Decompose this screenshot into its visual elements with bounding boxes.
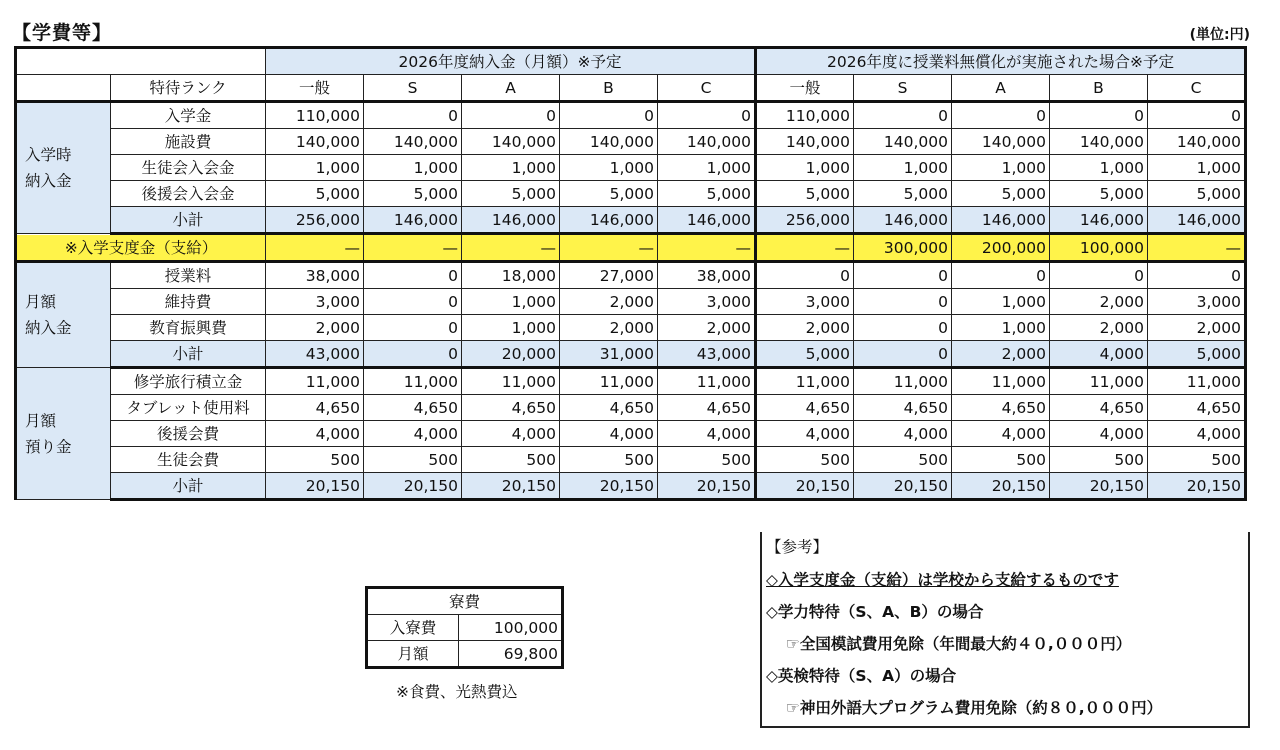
rank-header-row [16,75,1246,102]
subtotal-label: 小計 [111,473,266,500]
subtotal-value: 0 [854,341,952,368]
reference-line-eiken: ◇英検特待（S、A）の場合 [766,667,957,685]
row-label: 後援会費 [111,421,266,447]
value-cell: 5,000 [1050,181,1148,207]
value-cell: 140,000 [658,129,756,155]
value-cell: 2,000 [1050,315,1148,341]
value-cell: 0 [854,262,952,289]
value-cell: 4,000 [1148,421,1246,447]
rank-header: 一般 [756,75,854,102]
value-cell: 0 [560,102,658,129]
value-cell: 140,000 [756,129,854,155]
value-cell: 0 [1050,102,1148,129]
value-cell: 11,000 [756,368,854,395]
value-cell: 500 [658,447,756,473]
subtotal-row [16,473,1246,500]
row-label: 維持費 [111,289,266,315]
support-value: — [1148,234,1246,262]
subtotal-value: 20,150 [1050,473,1148,500]
table-row [16,155,1246,181]
subtotal-value: 20,150 [364,473,462,500]
value-cell: 0 [658,102,756,129]
table-row [16,368,1246,395]
value-cell: 1,000 [952,155,1050,181]
table-row [16,181,1246,207]
value-cell: 4,650 [658,395,756,421]
value-cell: 4,650 [266,395,364,421]
value-cell: 500 [266,447,364,473]
table-row [16,129,1246,155]
value-cell: 500 [952,447,1050,473]
support-value: 300,000 [854,234,952,262]
dorm-row-label: 月額 [367,641,459,668]
value-cell: 1,000 [658,155,756,181]
support-value: 200,000 [952,234,1050,262]
value-cell: 500 [560,447,658,473]
header-current: 2026年度納入金（月額）※予定 [266,48,756,75]
value-cell: 1,000 [756,155,854,181]
value-cell: 1,000 [1050,155,1148,181]
table-row [16,102,1246,129]
dorm-row-value: 100,000 [459,615,563,641]
reference-box [760,532,1250,728]
row-label: 施設費 [111,129,266,155]
value-cell: 1,000 [462,315,560,341]
row-label: 生徒会入会金 [111,155,266,181]
dorm-fee-table [365,586,564,669]
support-label: ※入学支度金（支給） [16,234,266,262]
value-cell: 4,650 [560,395,658,421]
value-cell: 4,650 [462,395,560,421]
value-cell: 1,000 [952,315,1050,341]
value-cell: 140,000 [1050,129,1148,155]
dorm-title: 寮費 [367,588,563,615]
value-cell: 38,000 [266,262,364,289]
value-cell: 0 [462,102,560,129]
support-value: — [560,234,658,262]
value-cell: 5,000 [560,181,658,207]
value-cell: 1,000 [364,155,462,181]
value-cell: 1,000 [854,155,952,181]
value-cell: 0 [952,262,1050,289]
value-cell: 2,000 [756,315,854,341]
value-cell: 500 [462,447,560,473]
value-cell: 5,000 [952,181,1050,207]
value-cell: 1,000 [1148,155,1246,181]
rank-header: C [658,75,756,102]
reference-line-academic: ◇学力特待（S、A、B）の場合 [766,603,984,621]
subtotal-value: 20,150 [462,473,560,500]
value-cell: 27,000 [560,262,658,289]
row-label: 教育振興費 [111,315,266,341]
value-cell: 3,000 [266,289,364,315]
subtotal-value: 146,000 [364,207,462,234]
header-free-tuition: 2026年度に授業料無償化が実施された場合※予定 [756,48,1246,75]
subtotal-value: 5,000 [756,341,854,368]
subtotal-value: 20,150 [658,473,756,500]
value-cell: 4,650 [364,395,462,421]
subtotal-value: 4,000 [1050,341,1148,368]
row-label: 授業料 [111,262,266,289]
value-cell: 140,000 [1148,129,1246,155]
value-cell: 5,000 [462,181,560,207]
value-cell: 5,000 [756,181,854,207]
value-cell: 3,000 [658,289,756,315]
value-cell: 4,650 [854,395,952,421]
subtotal-value: 43,000 [658,341,756,368]
support-value: — [364,234,462,262]
value-cell: 500 [364,447,462,473]
row-label: 生徒会費 [111,447,266,473]
page-title: 【学費等】 [12,22,113,44]
row-label: 入学金 [111,102,266,129]
value-cell: 2,000 [1148,315,1246,341]
subtotal-value: 0 [364,341,462,368]
value-cell: 5,000 [364,181,462,207]
subtotal-value: 146,000 [462,207,560,234]
value-cell: 140,000 [266,129,364,155]
subtotal-value: 20,150 [266,473,364,500]
value-cell: 5,000 [854,181,952,207]
subtotal-value: 146,000 [560,207,658,234]
subtotal-value: 146,000 [658,207,756,234]
value-cell: 11,000 [1050,368,1148,395]
subtotal-value: 5,000 [1148,341,1246,368]
value-cell: 4,000 [658,421,756,447]
value-cell: 500 [756,447,854,473]
value-cell: 4,650 [952,395,1050,421]
row-label: 後援会入会金 [111,181,266,207]
value-cell: 11,000 [658,368,756,395]
rank-header: S [364,75,462,102]
rank-header: B [1050,75,1148,102]
value-cell: 2,000 [658,315,756,341]
support-value: — [658,234,756,262]
unit-label: (単位:円) [1189,27,1250,43]
value-cell: 11,000 [854,368,952,395]
support-value: 100,000 [1050,234,1148,262]
subtotal-label: 小計 [111,207,266,234]
value-cell: 1,000 [952,289,1050,315]
table-row [16,289,1246,315]
reference-heading: 【参考】 [766,538,829,556]
value-cell: 140,000 [462,129,560,155]
value-cell: 11,000 [462,368,560,395]
dorm-row-value: 69,800 [459,641,563,668]
reference-line-support: ◇入学支度金（支給）は学校から支給するものです [766,571,1119,589]
support-value: — [462,234,560,262]
value-cell: 4,650 [1148,395,1246,421]
value-cell: 140,000 [364,129,462,155]
table-row [16,421,1246,447]
value-cell: 0 [1148,102,1246,129]
value-cell: 4,000 [952,421,1050,447]
dorm-row-label: 入寮費 [367,615,459,641]
value-cell: 0 [854,289,952,315]
subtotal-value: 2,000 [952,341,1050,368]
value-cell: 4,000 [462,421,560,447]
subtotal-value: 31,000 [560,341,658,368]
rank-header: B [560,75,658,102]
value-cell: 11,000 [560,368,658,395]
rank-header: S [854,75,952,102]
value-cell: 4,000 [266,421,364,447]
value-cell: 18,000 [462,262,560,289]
value-cell: 38,000 [658,262,756,289]
value-cell: 11,000 [1148,368,1246,395]
rank-header: A [952,75,1050,102]
value-cell: 2,000 [266,315,364,341]
subtotal-value: 146,000 [952,207,1050,234]
subtotal-value: 146,000 [1148,207,1246,234]
value-cell: 140,000 [854,129,952,155]
value-cell: 110,000 [266,102,364,129]
reference-line-academic-detail: ☞全国模試費用免除（年間最大約４０,０００円） [786,635,1132,653]
value-cell: 4,650 [1050,395,1148,421]
value-cell: 1,000 [462,155,560,181]
value-cell: 0 [952,102,1050,129]
table-row [16,262,1246,289]
support-value: — [756,234,854,262]
rank-header: A [462,75,560,102]
subtotal-label: 小計 [111,341,266,368]
table-row [16,447,1246,473]
value-cell: 11,000 [266,368,364,395]
value-cell: 4,000 [756,421,854,447]
dorm-note: ※食費、光熱費込 [396,683,518,701]
row-label: 修学旅行積立金 [111,368,266,395]
value-cell: 0 [1050,262,1148,289]
value-cell: 140,000 [952,129,1050,155]
value-cell: 4,000 [364,421,462,447]
value-cell: 4,000 [560,421,658,447]
value-cell: 0 [854,315,952,341]
table-row [16,395,1246,421]
subtotal-value: 43,000 [266,341,364,368]
value-cell: 2,000 [560,315,658,341]
table-header-row [16,48,1246,75]
value-cell: 3,000 [1148,289,1246,315]
value-cell: 2,000 [560,289,658,315]
fee-table [14,46,1247,501]
corner-cell [16,75,111,102]
value-cell: 11,000 [364,368,462,395]
rank-header: 一般 [266,75,364,102]
subtotal-value: 20,150 [854,473,952,500]
group-label: 入学時 納入金 [16,102,111,234]
reference-line-eiken-detail: ☞神田外語大プログラム費用免除（約８０,０００円） [786,699,1163,717]
value-cell: 1,000 [560,155,658,181]
value-cell: 0 [364,262,462,289]
value-cell: 11,000 [952,368,1050,395]
group-label: 月額 納入金 [16,262,111,368]
value-cell: 4,650 [756,395,854,421]
rank-label: 特待ランク [111,75,266,102]
subtotal-row [16,341,1246,368]
support-row [16,234,1246,262]
value-cell: 3,000 [756,289,854,315]
subtotal-row [16,207,1246,234]
subtotal-value: 146,000 [854,207,952,234]
value-cell: 5,000 [658,181,756,207]
subtotal-value: 20,000 [462,341,560,368]
value-cell: 0 [364,289,462,315]
value-cell: 1,000 [266,155,364,181]
value-cell: 0 [1148,262,1246,289]
value-cell: 140,000 [560,129,658,155]
value-cell: 500 [854,447,952,473]
corner-cell [16,48,266,75]
value-cell: 500 [1148,447,1246,473]
value-cell: 0 [854,102,952,129]
subtotal-value: 20,150 [560,473,658,500]
subtotal-value: 146,000 [1050,207,1148,234]
value-cell: 500 [1050,447,1148,473]
value-cell: 110,000 [756,102,854,129]
row-label: タブレット使用料 [111,395,266,421]
subtotal-value: 20,150 [952,473,1050,500]
subtotal-value: 20,150 [1148,473,1246,500]
value-cell: 1,000 [462,289,560,315]
value-cell: 5,000 [266,181,364,207]
value-cell: 2,000 [1050,289,1148,315]
value-cell: 5,000 [1148,181,1246,207]
value-cell: 0 [756,262,854,289]
rank-header: C [1148,75,1246,102]
value-cell: 4,000 [854,421,952,447]
table-row [16,315,1246,341]
value-cell: 4,000 [1050,421,1148,447]
value-cell: 0 [364,102,462,129]
value-cell: 0 [364,315,462,341]
subtotal-value: 256,000 [756,207,854,234]
group-label: 月額 預り金 [16,368,111,500]
support-value: — [266,234,364,262]
subtotal-value: 256,000 [266,207,364,234]
subtotal-value: 20,150 [756,473,854,500]
